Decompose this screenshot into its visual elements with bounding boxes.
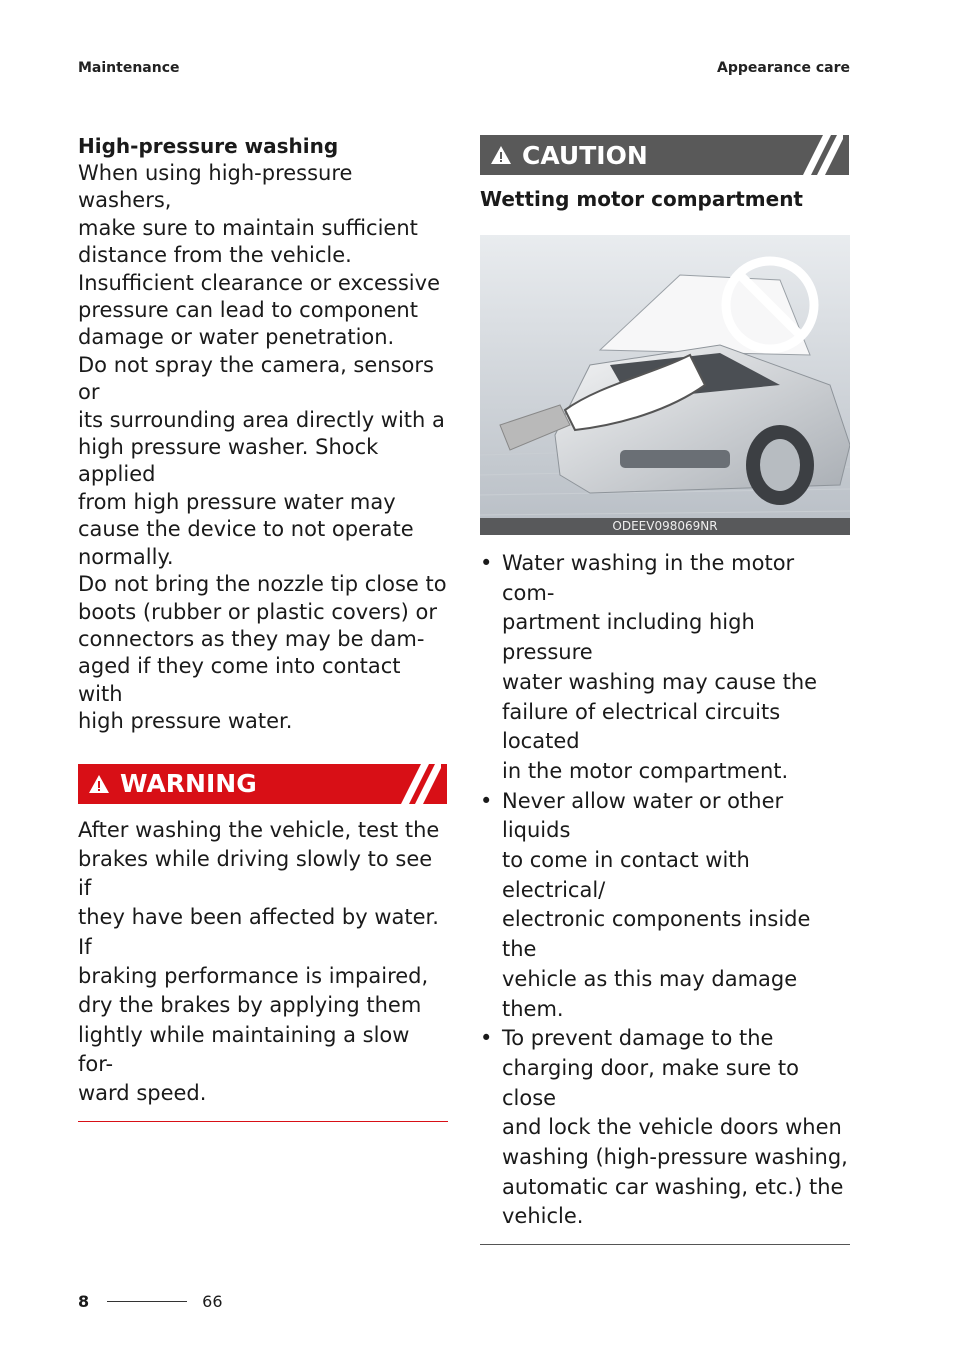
car-illustration <box>480 235 850 535</box>
engine-washing-illustration <box>480 235 850 535</box>
warning-text: After washing the vehicle, test the brakes while driving slowly to see if they have been affected by water. If braking performance is impaired, dry the brakes by applying them lightly while maintaining a slow for- ward speed. <box>78 817 440 1106</box>
banner-slashes-decoration <box>783 135 843 175</box>
bullet-text: Never allow water or other liquids to come in contact with electrical/ electronic components inside the vehicle as this may damage them. <box>502 788 811 1021</box>
header-section-title: Maintenance <box>78 60 180 76</box>
warning-triangle-icon <box>490 144 512 166</box>
bullet-text: To prevent damage to the charging door, make sure to close and lock the vehicle doors when washing (high-pressure washing, automatic car washing, etc.) the vehicle. <box>502 1026 848 1229</box>
right-column <box>480 135 850 1245</box>
warning-end-rule <box>78 1121 448 1122</box>
list-item <box>480 1024 850 1232</box>
banner-slashes-decoration <box>381 764 441 804</box>
warning-banner <box>78 764 447 804</box>
footer-rule <box>107 1301 187 1302</box>
caution-bullet-list <box>480 549 850 1232</box>
image-code: ODEEV098069NR <box>480 518 850 535</box>
bullet-marker: • <box>480 1026 493 1051</box>
bullet-text: Water washing in the motor com- partment including high pressure water washing may cause the failure of electrical circuits located in the motor compartment. <box>502 551 818 783</box>
caution-heading: Wetting motor compartment <box>480 187 803 211</box>
caution-label: CAUTION <box>522 140 648 170</box>
caution-end-rule <box>480 1244 850 1245</box>
warning-triangle-icon <box>88 773 110 795</box>
list-item <box>480 787 850 1025</box>
left-column <box>78 132 448 1122</box>
page-footer <box>78 1292 223 1311</box>
bullet-marker: • <box>480 788 493 813</box>
section-heading: High-pressure washing <box>78 134 339 158</box>
bullet-marker: • <box>480 551 493 575</box>
warning-label: WARNING <box>120 769 257 799</box>
list-item <box>480 549 850 787</box>
page-number: 66 <box>202 1292 223 1311</box>
caution-banner <box>480 135 849 175</box>
header-topic-title: Appearance care <box>717 60 850 76</box>
section-body: When using high-pressure washers, make sure to maintain sufficient distance from the vehicle. Insufficient clearance or excessive pressure can lead to component damage or water penetration. Do not spray the camera, sensors or its surrounding area directly with a high pressure washer. Shock applied from high pressure water may cause the device to not operate normally. Do not bring the nozzle tip close to boots (rubber or plastic covers) or connectors as they may be dam- aged if they come into contact with high pressure water. <box>78 161 447 734</box>
section-number: 8 <box>78 1292 90 1311</box>
